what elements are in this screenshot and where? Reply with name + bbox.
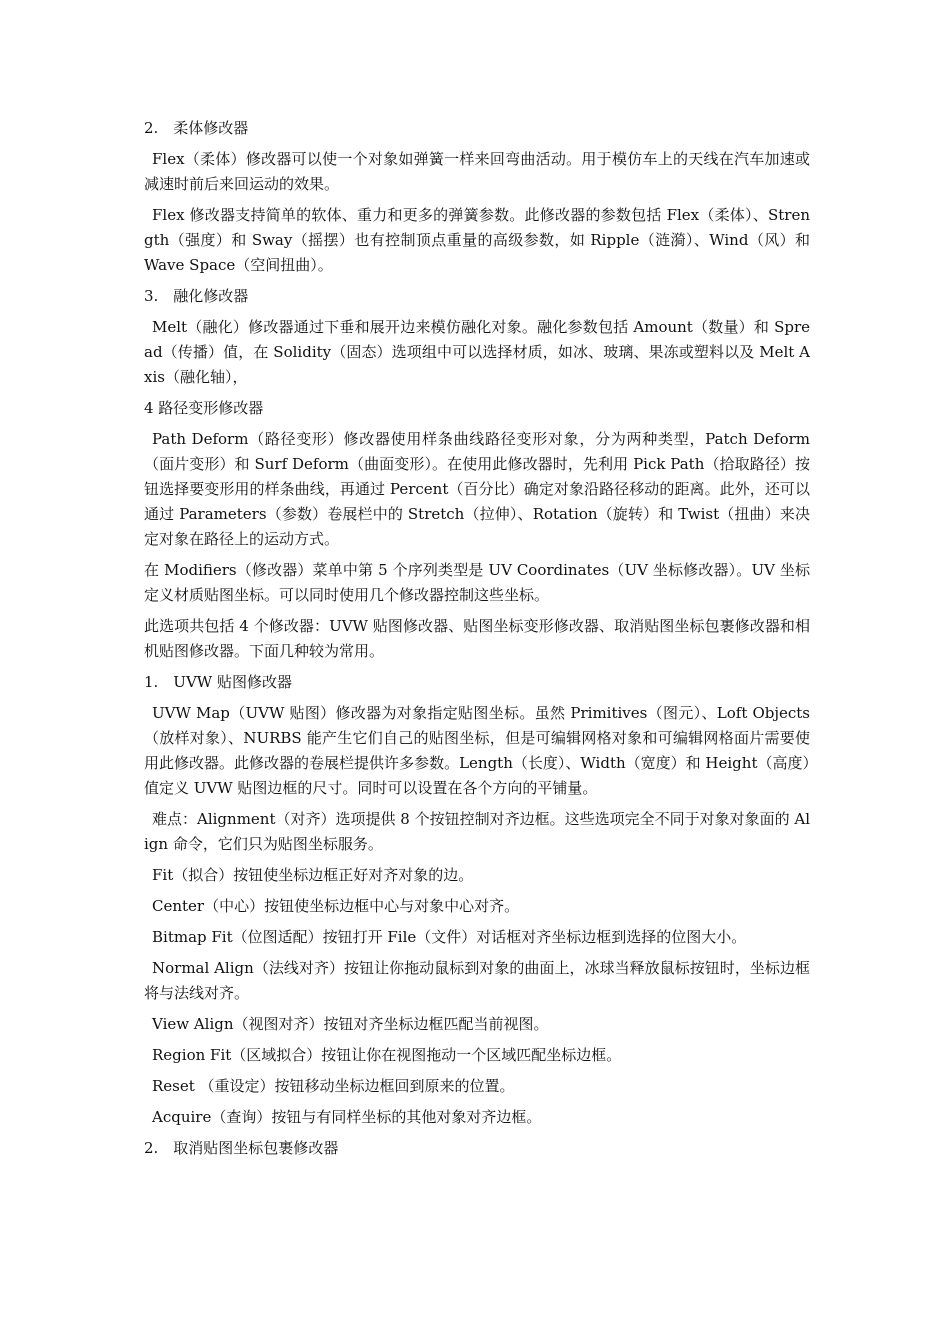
section-heading-unwrap-uvw: 2. 取消贴图坐标包裹修改器 — [144, 1139, 339, 1157]
paragraph-fit: Fit（拟合）按钮使坐标边框正好对齐对象的边。 — [152, 866, 474, 884]
section-heading-uvw-map: 1. UVW 贴图修改器 — [144, 673, 292, 691]
section-heading-path-deform: 4 路径变形修改器 — [144, 399, 264, 417]
paragraph-alignment: 难点：Alignment（对齐）选项提供 8 个按钮控制对齐边框。这些选项完全不同于对象对象面的 Align 命令，它们只为贴图坐标服务。 — [144, 810, 810, 853]
paragraph-path-deform: Path Deform（路径变形）修改器使用样条曲线路径变形对象，分为两种类型，Patch Deform（面片变形）和 Surf Deform（曲面变形）。在使用此修改器时，先利用 Pick Path（拾取路径）按钮选择要变形用的样条曲线，再通过 Percent（百分比）确定对象沿路径移动的距离。此外，还可以通过 Parameters（参数）卷展栏中的 Stretch（拉伸）、Rotation（旋转）和 Twist（扭曲）来决定对象在路径上的运动方式。 — [144, 430, 810, 548]
paragraph-flex-params: Flex 修改器支持简单的软体、重力和更多的弹簧参数。此修改器的参数包括 Flex（柔体）、Strength（强度）和 Sway（摇摆）也有控制顶点重量的高级参数，如 Ripple（涟漪）、Wind（风）和 Wave Space（空间扭曲）。 — [144, 206, 810, 274]
paragraph-reset: Reset （重设定）按钮移动坐标边框回到原来的位置。 — [152, 1077, 515, 1095]
paragraph-view-align: View Align（视图对齐）按钮对齐坐标边框匹配当前视图。 — [152, 1015, 549, 1033]
document-page — [144, 116, 810, 1167]
section-heading-melt: 3. 融化修改器 — [144, 287, 249, 305]
paragraph-melt: Melt（融化）修改器通过下垂和展开边来模仿融化对象。融化参数包括 Amount（数量）和 Spread（传播）值，在 Solidity（固态）选项组中可以选择材质，如冰、玻璃、果冻或塑料以及 Melt Axis（融化轴）， — [144, 318, 810, 386]
paragraph-flex-intro: Flex（柔体）修改器可以使一个对象如弹簧一样来回弯曲活动。用于模仿车上的天线在汽车加速或减速时前后来回运动的效果。 — [144, 150, 810, 193]
paragraph-acquire: Acquire（查询）按钮与有同样坐标的其他对象对齐边框。 — [152, 1108, 542, 1126]
paragraph-normal-align: Normal Align（法线对齐）按钮让你拖动鼠标到对象的曲面上，冰球当释放鼠标按钮时，坐标边框将与法线对齐。 — [144, 959, 810, 1002]
paragraph-bitmap-fit: Bitmap Fit（位图适配）按钮打开 File（文件）对话框对齐坐标边框到选择的位图大小。 — [152, 928, 747, 946]
paragraph-uvw-map: UVW Map（UVW 贴图）修改器为对象指定贴图坐标。虽然 Primitives（图元）、Loft Objects（放样对象）、NURBS 能产生它们自己的贴图坐标，但是可编辑网格对象和可编辑网格面片需要使用此修改器。此修改器的卷展栏提供许多参数。Length（长度）、Width（宽度）和 Height（高度）值定义 UVW 贴图边框的尺寸。同时可以设置在各个方向的平铺量。 — [144, 704, 810, 797]
paragraph-center: Center（中心）按钮使坐标边框中心与对象中心对齐。 — [152, 897, 520, 915]
paragraph-modifier-list: 此选项共包括 4 个修改器：UVW 贴图修改器、贴图坐标变形修改器、取消贴图坐标包裹修改器和相机贴图修改器。下面几种较为常用。 — [144, 617, 810, 660]
section-heading-flex: 2. 柔体修改器 — [144, 119, 249, 137]
paragraph-uv-coordinates: 在 Modifiers（修改器）菜单中第 5 个序列类型是 UV Coordinates（UV 坐标修改器）。UV 坐标定义材质贴图坐标。可以同时使用几个修改器控制这些坐标。 — [144, 561, 810, 604]
paragraph-region-fit: Region Fit（区域拟合）按钮让你在视图拖动一个区域匹配坐标边框。 — [152, 1046, 622, 1064]
